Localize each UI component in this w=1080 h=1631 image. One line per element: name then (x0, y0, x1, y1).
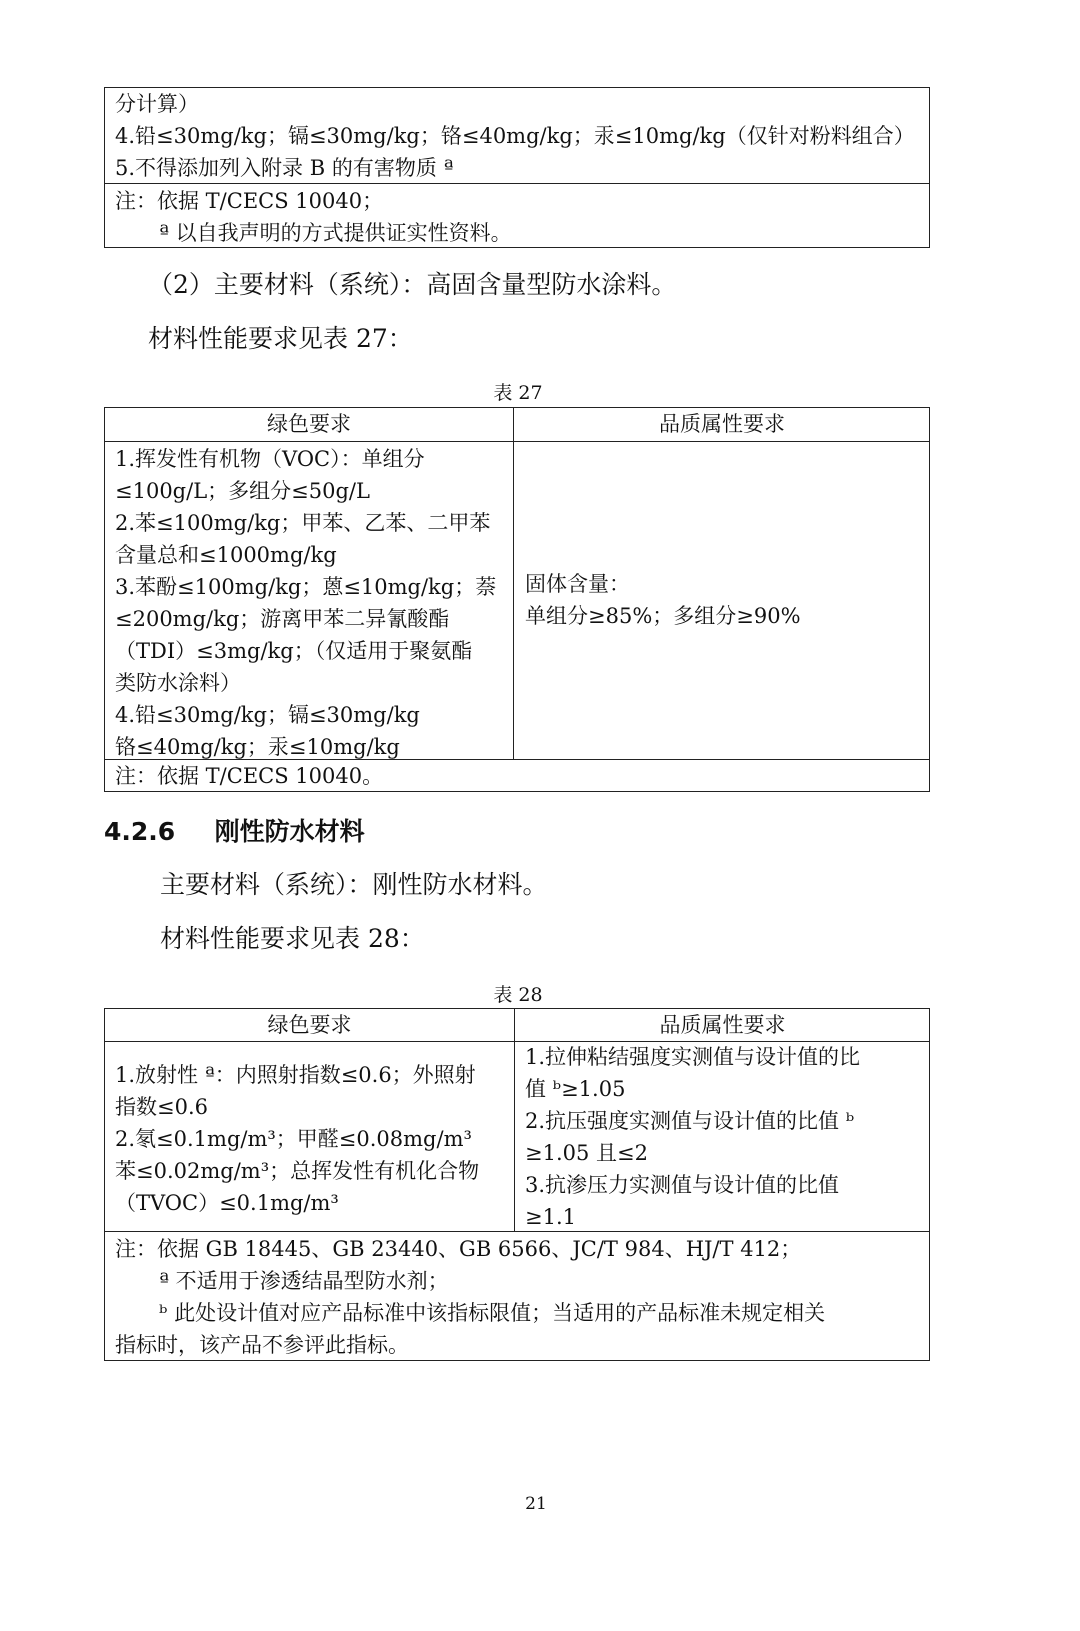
table-28-green-line: 指数≤0.6 (115, 1095, 208, 1119)
table-27-green-line: 类防水涂料） (115, 671, 241, 695)
top-table (104, 87, 930, 248)
table-27-green-line: 4.铅≤30mg/kg；镉≤30mg/kg (115, 703, 420, 727)
table-27-header-divider (105, 441, 929, 442)
table-27-quality-cell (525, 568, 801, 632)
table-28-quality-line: ≥1.05 且≤2 (525, 1141, 648, 1165)
table-28-quality-line: 值 ᵇ≥1.05 (525, 1077, 626, 1101)
table-27-green-line: 3.苯酚≤100mg/kg；蒽≤10mg/kg；萘 (115, 575, 497, 599)
paragraph-table-ref-b: 材料性能要求见表 28： (160, 924, 425, 953)
section-heading-title: 刚性防水材料 (214, 817, 365, 846)
table-27-green-line: 铬≤40mg/kg；汞≤10mg/kg (115, 735, 400, 759)
section-heading-number: 4.2.6 (104, 817, 176, 846)
table-28-note: 指标时，该产品不参评此指标。 (115, 1333, 409, 1357)
top-table-row: 5.不得添加列入附录 B 的有害物质 ª (115, 156, 454, 180)
table-28-green-line: 苯≤0.02mg/m³；总挥发性有机化合物 (115, 1159, 480, 1183)
table-28-green-line: 2.氡≤0.1mg/m³；甲醛≤0.08mg/m³ (115, 1127, 472, 1151)
paragraph-main-material-b: 主要材料（系统）：刚性防水材料。 (160, 870, 548, 899)
table-27-header-green: 绿色要求 (267, 412, 351, 436)
table-28-caption: 表 28 (493, 984, 543, 1006)
table-28-notes (115, 1233, 825, 1361)
page-number: 21 (525, 1494, 547, 1514)
table-28-note: ᵇ 此处设计值对应产品标准中该指标限值；当适用的产品标准未规定相关 (159, 1301, 826, 1325)
top-table-note: 注：依据 T/CECS 10040； (115, 189, 384, 213)
paragraph-table-ref: 材料性能要求见表 27： (148, 324, 413, 353)
table-27-quality-line: 单组分≥85%；多组分≥90% (525, 604, 801, 628)
top-table-row: 4.铅≤30mg/kg；镉≤30mg/kg；铬≤40mg/kg；汞≤10mg/kg（仅针对粉料组合） (115, 124, 915, 148)
table-27-green-line: （TDI）≤3mg/kg；（仅适用于聚氨酯 (115, 639, 473, 663)
table-28-header-green: 绿色要求 (267, 1013, 352, 1037)
table-27-green-line: ≤200mg/kg；游离甲苯二异氰酸酯 (115, 607, 450, 631)
table-28-green-line: （TVOC）≤0.1mg/m³ (115, 1191, 339, 1215)
table-28-green-line: 1.放射性 ª：内照射指数≤0.6；外照射 (115, 1063, 476, 1087)
table-28-green-cell (115, 1059, 479, 1219)
table-27-quality-line: 固体含量： (525, 572, 630, 596)
table-28-quality-line: 2.抗压强度实测值与设计值的比值 ᵇ (525, 1109, 855, 1133)
table-28-quality-cell (525, 1041, 860, 1233)
top-table-notes (115, 185, 512, 249)
section-heading (104, 812, 365, 848)
table-28-quality-line: 1.拉伸粘结强度实测值与设计值的比 (525, 1045, 861, 1069)
table-28-column-divider (514, 1009, 515, 1231)
table-27-green-line: 1.挥发性有机物（VOC）：单组分 (115, 447, 425, 471)
table-28-note: 注：依据 GB 18445、GB 23440、GB 6566、JC/T 984、HJ/T 412； (115, 1237, 802, 1261)
table-27-green-line: 2.苯≤100mg/kg；甲苯、乙苯、二甲苯 (115, 511, 491, 535)
table-27-caption: 表 27 (493, 382, 543, 404)
top-table-row: 分计算） (115, 92, 199, 116)
table-28-quality-line: ≥1.1 (525, 1205, 576, 1229)
table-28-quality-line: 3.抗渗压力实测值与设计值的比值 (525, 1173, 840, 1197)
table-28-header-quality: 品质属性要求 (659, 1013, 786, 1037)
table-27-column-divider (513, 408, 514, 759)
table-27-green-cell (115, 443, 496, 763)
top-table-body (115, 88, 915, 184)
table-28-note: ª 不适用于渗透结晶型防水剂； (159, 1269, 449, 1293)
paragraph-main-material: （2）主要材料（系统）：高固含量型防水涂料。 (148, 270, 677, 299)
table-27 (104, 407, 930, 792)
top-table-note: ª 以自我声明的方式提供证实性资料。 (159, 221, 512, 245)
table-27-note: 注：依据 T/CECS 10040。 (115, 764, 384, 788)
table-27-green-line: ≤100g/L；多组分≤50g/L (115, 479, 370, 503)
table-28 (104, 1008, 930, 1361)
table-27-header-quality: 品质属性要求 (659, 412, 785, 436)
table-27-green-line: 含量总和≤1000mg/kg (115, 543, 337, 567)
